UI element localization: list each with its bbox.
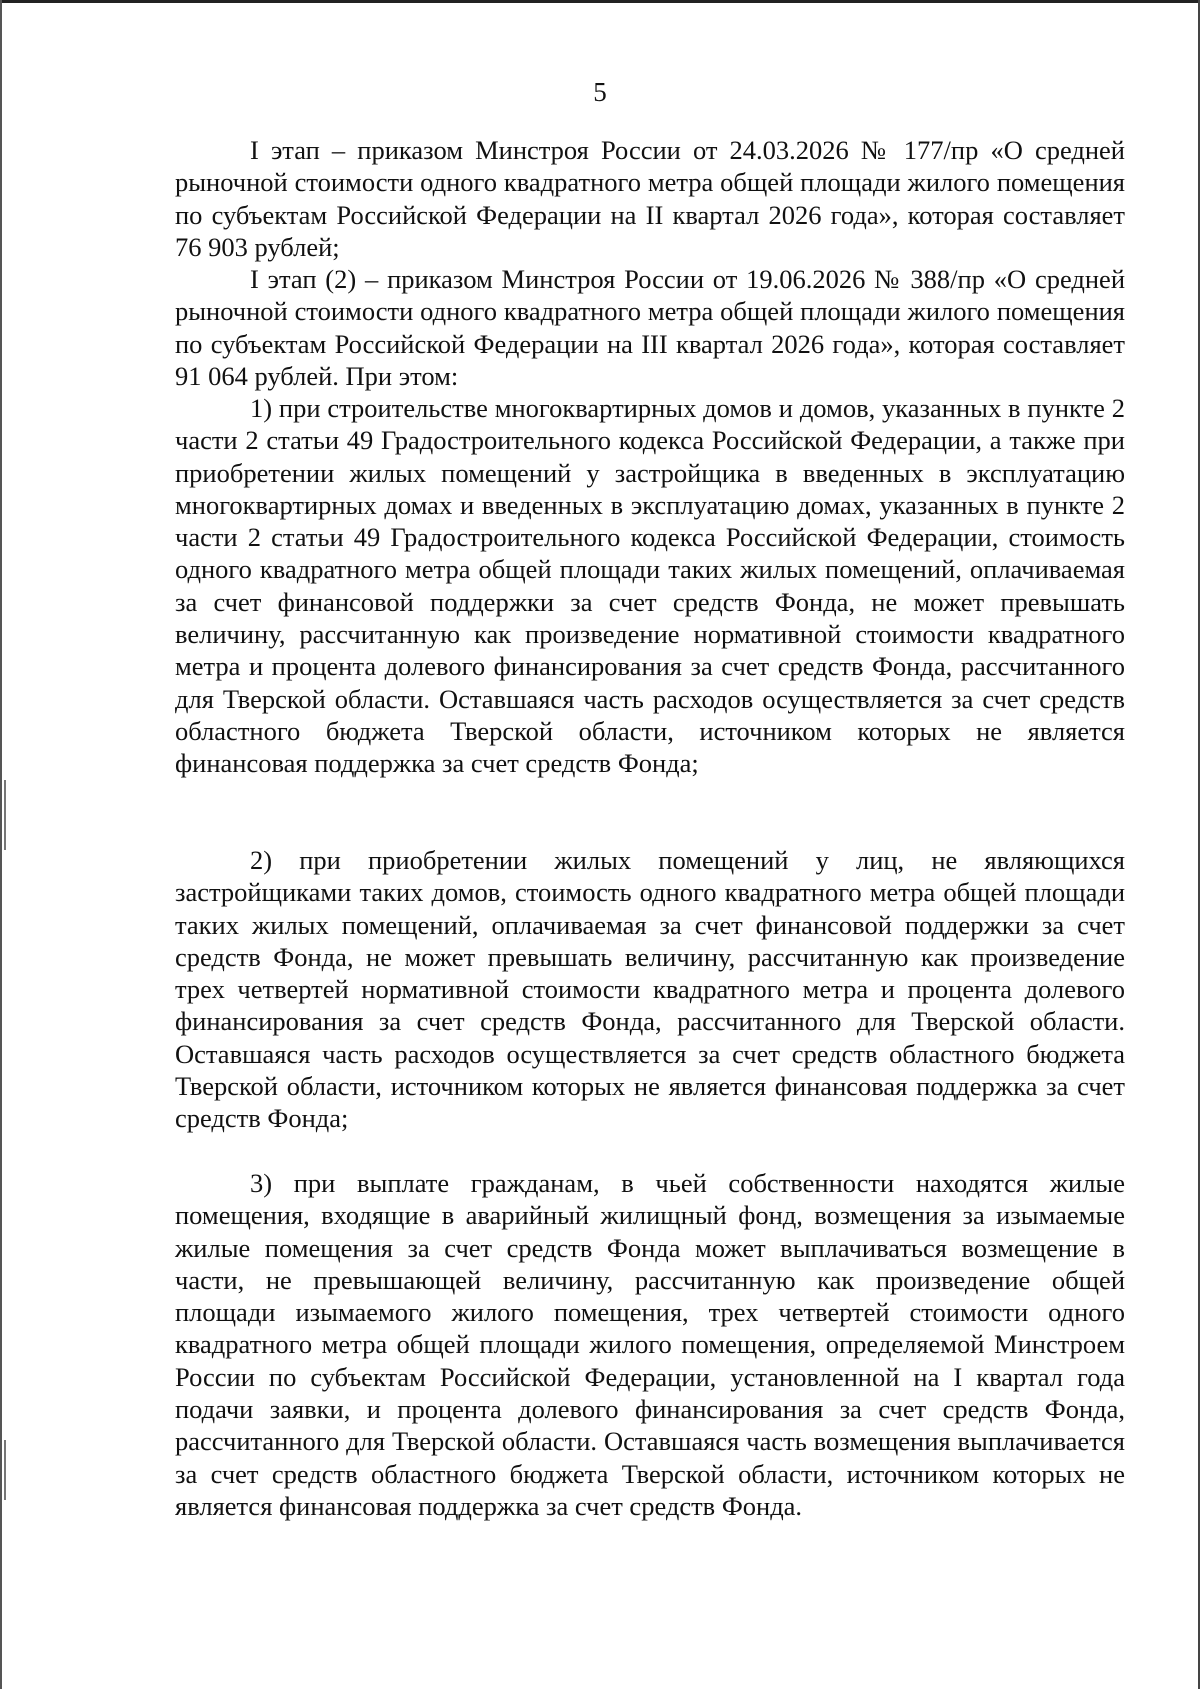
scan-border-left bbox=[0, 0, 2, 1689]
scan-margin-mark bbox=[4, 780, 6, 850]
paragraph-stage-1-2: I этап (2) – приказом Минстроя России от 19.06.2026 № 388/пр «О средней рыночной стоимости одного квадратного метра общей площади жилого помещения по субъектам Российской Федерации на III квартал 2026 года», которая составляет 91 064 рублей. При этом: bbox=[175, 264, 1125, 391]
paragraph-item-1: 1) при строительстве многоквартирных домов и домов, указанных в пункте 2 части 2 статьи 49 Градостроительного кодекса Российской Федерации, а также при приобретении жилых помещений у застройщика в введенных в эксплуатацию многоквартирных домах и введенных в эксплуатацию домах, указанных в пункте 2 части 2 статьи 49 Градостроительного кодекса Российской Федерации, стоимость одного квадратного метра общей площади таких жилых помещений, оплачиваемая за счет финансовой поддержки за счет средств Фонда, не может превышать величину, рассчитанную как произведение нормативной стоимости квадратного метра и процента долевого финансирования за счет средств Фонда, рассчитанного для Тверской области. Оставшаяся часть расходов осуществляется за счет средств областного бюджета Тверской области, источником которых не является финансовая поддержка за счет средств Фонда; bbox=[175, 393, 1125, 779]
scan-border-top bbox=[0, 0, 1200, 3]
paragraph-item-3: 3) при выплате гражданам, в чьей собственности находятся жилые помещения, входящие в аварийный жилищный фонд, возмещения за изымаемые жилые помещения за счет средств Фонда может выплачиваться возмещение в части, не превышающей величину, рассчитанную как произведение общей площади изымаемого жилого помещения, трех четвертей стоимости одного квадратного метра общей площади жилого помещения, определяемой Минстроем России по субъектам Российской Федерации, установленной на I квартал года подачи заявки, и процента долевого финансирования за счет средств Фонда, рассчитанного для Тверской области. Оставшаяся часть возмещения выплачивается за счет средств областного бюджета Тверской области, источником которых не является финансовая поддержка за счет средств Фонда. bbox=[175, 1168, 1125, 1521]
scan-margin-mark bbox=[4, 1440, 6, 1500]
paragraph-stage-1: I этап – приказом Минстроя России от 24.03.2026 № 177/пр «О средней рыночной стоимости одного квадратного метра общей площади жилого помещения по субъектам Российской Федерации на II квартал 2026 года», которая составляет 76 903 рублей; bbox=[175, 135, 1125, 262]
page-number: 5 bbox=[593, 77, 607, 107]
paragraph-item-2: 2) при приобретении жилых помещений у лиц, не являющихся застройщиками таких домов, стоимость одного квадратного метра общей площади таких жилых помещений, оплачиваемая за счет финансовой поддержки за счет средств Фонда, не может превышать величину, рассчитанную как произведение трех четвертей нормативной стоимости квадратного метра и процента долевого финансирования за счет средств Фонда, рассчитанного для Тверской области. Оставшаяся часть расходов осуществляется за счет средств областного бюджета Тверской области, источником которых не является финансовая поддержка за счет средств Фонда; bbox=[175, 845, 1125, 1134]
